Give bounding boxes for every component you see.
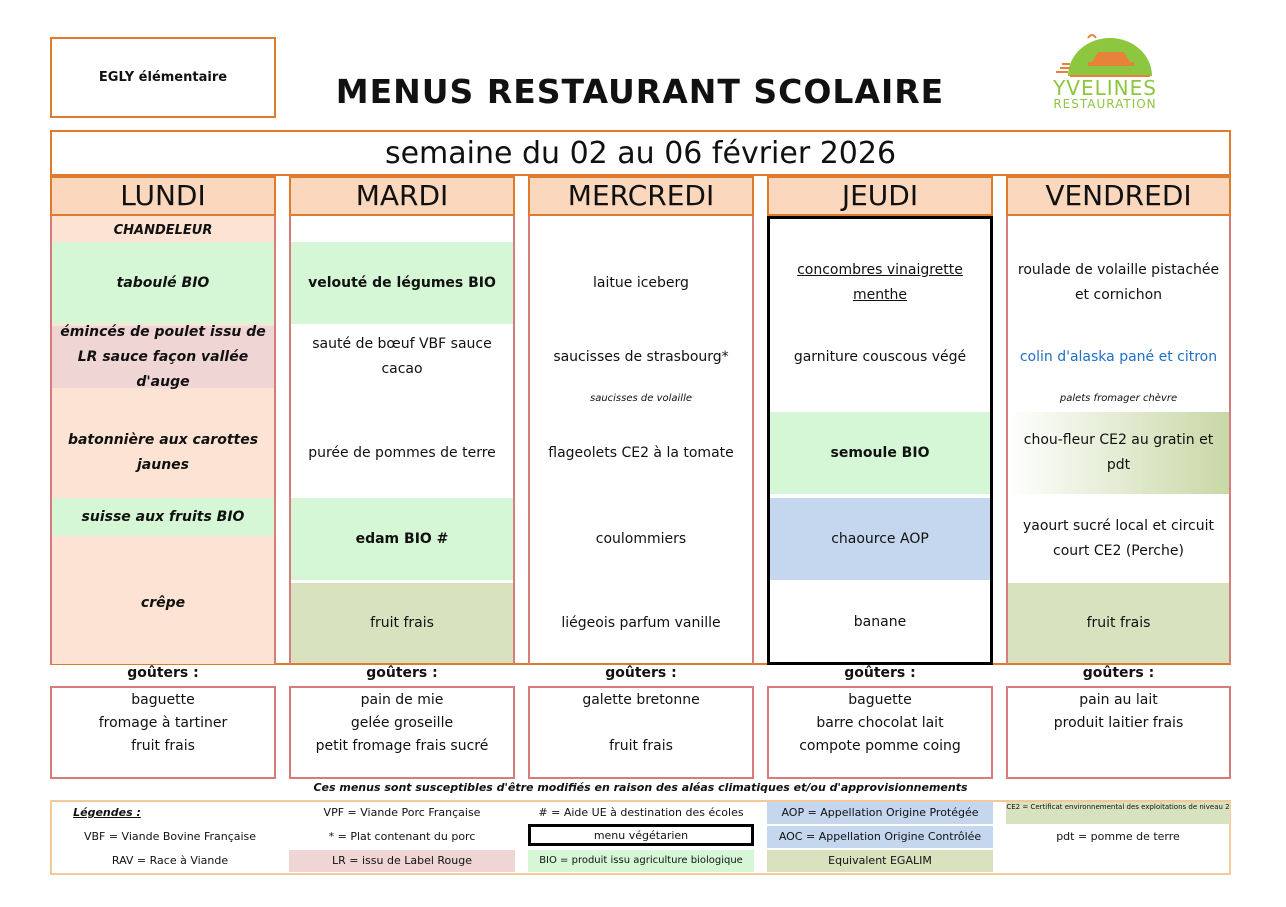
gouter-box-vendredi [1006, 686, 1231, 779]
gouter-box-jeudi [767, 686, 993, 779]
mercredi-item-1: laitue iceberg [593, 274, 689, 291]
mardi-item-4: edam BIO # [291, 498, 513, 580]
lundi-item-1: taboulé BIO [52, 242, 274, 324]
mercredi-item-3: flageolets CE2 à la tomate [548, 444, 734, 461]
lundi-item-2: émincés de poulet issu de LR sauce façon vallée d'auge [52, 326, 274, 388]
day-header-mercredi: MERCREDI [528, 176, 754, 216]
day-header-mardi: MARDI [289, 176, 515, 216]
jeudi-item-3: semoule BIO [770, 412, 990, 494]
gouter-item: compote pomme coing [799, 738, 961, 754]
gouter-box-lundi [50, 686, 276, 779]
gouter-item: pain au lait [1079, 692, 1158, 708]
gouter-item: fruit frais [609, 738, 673, 754]
vendredi-item-5: fruit frais [1008, 583, 1229, 663]
gouter-item: fromage à tartiner [98, 715, 228, 731]
legend-ce2: CE2 = Certificat environnemental des exploitations de niveau 2 [1006, 802, 1230, 824]
legend-vegetarian: menu végétarien [528, 824, 754, 846]
gouter-item [530, 712, 752, 735]
gouter-label-jeudi: goûters : [844, 665, 916, 681]
logo-text-restauration: RESTAURATION [1053, 97, 1157, 111]
gouter-item: gelée groseille [350, 715, 454, 731]
legend-rav: RAV = Race à Viande [111, 854, 229, 867]
jeudi-item-1: concombres vinaigrette menthe [797, 262, 963, 303]
legend-vbf: VBF = Viande Bovine Française [83, 830, 257, 843]
legend-egalim: Equivalent EGALIM [767, 850, 993, 872]
page-title: MENUS RESTAURANT SCOLAIRE [335, 72, 945, 111]
mercredi-item-2: saucisses de strasbourg* [553, 348, 729, 365]
vendredi-item-3: chou-fleur CE2 au gratin et pdt [1008, 412, 1229, 494]
gouter-item: baguette [131, 692, 195, 708]
jeudi-item-5: banane [853, 613, 907, 630]
school-name: EGLY élémentaire [98, 70, 228, 85]
gouter-label-mardi: goûters : [366, 665, 438, 681]
mardi-item-2: sauté de bœuf VBF sauce cacao [312, 336, 492, 377]
gouter-item: pain de mie [360, 692, 444, 708]
gouter-item: galette bretonne [582, 692, 700, 708]
jeudi-item-4: chaource AOP [770, 498, 990, 580]
week-title: semaine du 02 au 06 février 2026 [384, 136, 897, 171]
disclaimer-note: Ces menus sont susceptibles d'être modifiés en raison des aléas climatiques et/ou d'approvisionnements [313, 781, 968, 794]
vendredi-sub-note: palets fromager chèvre [1059, 392, 1178, 404]
legend-pdt: pdt = pomme de terre [1056, 830, 1180, 843]
gouter-item: fruit frais [131, 738, 195, 754]
gouter-box-mardi [289, 686, 515, 779]
mardi-item-1: velouté de légumes BIO [291, 242, 513, 324]
mardi-item-3: purée de pommes de terre [308, 444, 496, 461]
logo-text-yvelines: YVELINES [1053, 76, 1157, 100]
mercredi-item-5: liégeois parfum vanille [561, 614, 721, 631]
day-header-jeudi: JEUDI [767, 176, 993, 216]
gouter-item: produit laitier frais [1053, 715, 1184, 731]
vendredi-item-1: roulade de volaille pistachée et cornichon [1017, 262, 1220, 303]
gouter-box-mercredi [528, 686, 754, 779]
mardi-item-5: fruit frais [291, 583, 513, 663]
day-header-lundi: LUNDI [50, 176, 276, 216]
legend-aoc: AOC = Appellation Origine Contrôlée [767, 826, 993, 848]
legend-title: Légendes : [73, 806, 141, 819]
day-header-vendredi: VENDREDI [1006, 176, 1231, 216]
jeudi-item-2: garniture couscous végé [793, 348, 967, 365]
legend-bio: BIO = produit issu agriculture biologique [528, 850, 754, 872]
gouter-label-vendredi: goûters : [1082, 665, 1155, 681]
legend-aop: AOP = Appellation Origine Protégée [767, 802, 993, 824]
legend-star: * = Plat contenant du porc [328, 830, 476, 843]
legend-hash: # = Aide UE à destination des écoles [538, 806, 744, 819]
school-name-box [50, 37, 276, 118]
lundi-item-4: suisse aux fruits BIO [52, 498, 274, 536]
mercredi-sub-note: saucisses de volaille [589, 392, 693, 404]
gouter-label-mercredi: goûters : [605, 665, 677, 681]
vendredi-item-2: colin d'alaska pané et citron [1019, 348, 1218, 365]
lundi-banner: CHANDELEUR [52, 218, 274, 242]
legend-vpf: VPF = Viande Porc Française [323, 806, 481, 819]
gouter-item: petit fromage frais sucré [315, 738, 489, 754]
gouter-item: baguette [848, 692, 912, 708]
lundi-item-5: crêpe [140, 594, 186, 611]
mercredi-item-4: coulommiers [595, 530, 687, 547]
vendredi-item-4: yaourt sucré local et circuit court CE2 (Perche) [1023, 518, 1214, 559]
gouter-item: barre chocolat lait [816, 715, 944, 731]
lundi-item-3: batonnière aux carottes jaunes [67, 432, 259, 473]
legend-lr: LR = issu de Label Rouge [289, 850, 515, 872]
gouter-label-lundi: goûters : [127, 665, 199, 681]
